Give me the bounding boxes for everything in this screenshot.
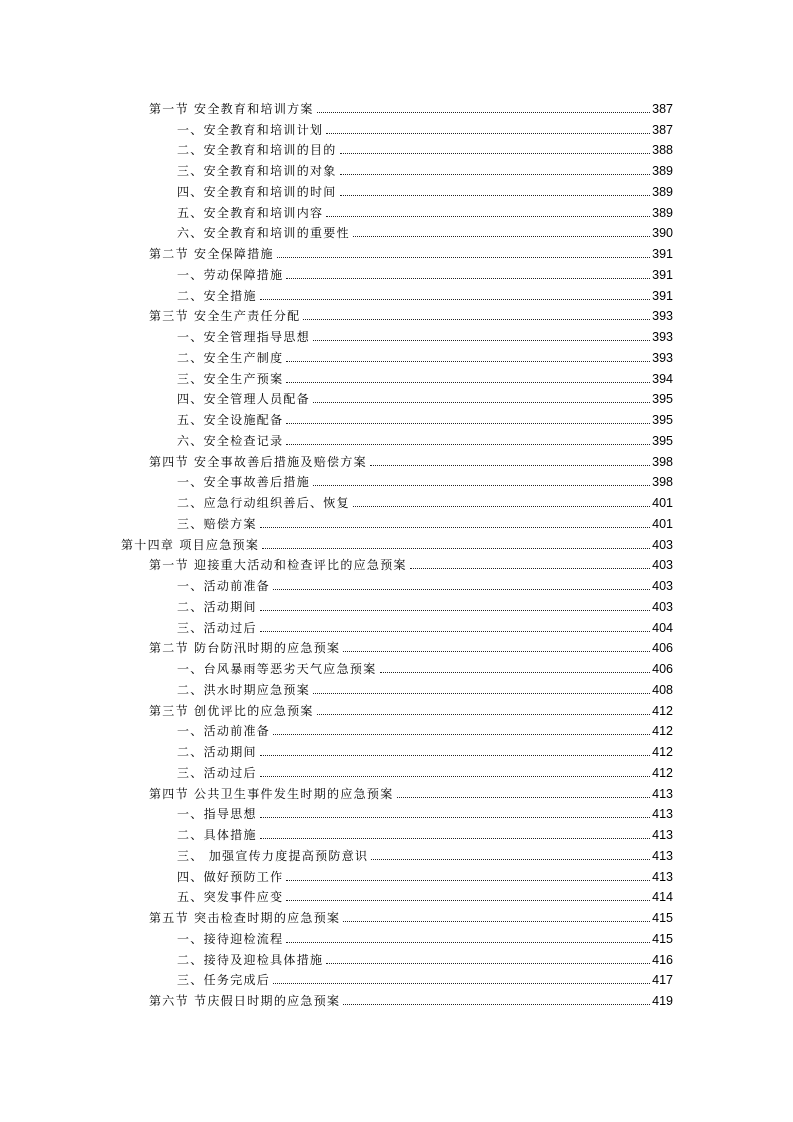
toc-entry-title: 二、应急行动组织善后、恢复 <box>177 496 350 510</box>
toc-subsection-entry[interactable] <box>0 739 673 760</box>
toc-page-number: 401 <box>652 516 673 531</box>
dot-leader <box>277 257 650 258</box>
dot-leader <box>317 714 650 715</box>
toc-page-number: 391 <box>652 247 673 261</box>
toc-page-number: 416 <box>652 952 673 967</box>
toc-entry-title: 第一节 安全教育和培训方案 <box>149 101 314 116</box>
toc-page-number: 412 <box>652 765 673 780</box>
dot-leader <box>313 693 650 694</box>
toc-entry-title: 第四节 安全事故善后措施及赔偿方案 <box>149 454 367 469</box>
toc-entry-title: 第三节 创优评比的应急预案 <box>149 703 314 718</box>
toc-subsection-entry[interactable] <box>0 885 673 906</box>
toc-entry-title: 第二节 防台防汛时期的应急预案 <box>149 641 341 656</box>
toc-entry-title: 三、安全教育和培训的对象 <box>177 164 337 178</box>
toc-entry-title: 二、安全教育和培训的目的 <box>177 143 337 158</box>
toc-page-number: 419 <box>652 994 673 1008</box>
toc-subsection-entry[interactable] <box>0 760 673 781</box>
toc-page-number: 413 <box>652 848 673 863</box>
toc-entry-title: 四、安全教育和培训的时间 <box>177 184 337 199</box>
toc-page-number: 389 <box>652 205 673 220</box>
toc-page-number: 412 <box>652 724 673 739</box>
dot-leader <box>260 755 650 756</box>
dot-leader <box>260 817 650 818</box>
toc-subsection-entry[interactable] <box>0 470 673 491</box>
toc-page-number: 403 <box>652 599 673 614</box>
dot-leader <box>286 382 650 383</box>
toc-page-number: 391 <box>652 288 673 303</box>
toc-subsection-entry[interactable] <box>0 283 673 304</box>
dot-leader <box>353 236 650 237</box>
toc-subsection-entry[interactable] <box>0 345 673 366</box>
toc-page-number: 389 <box>652 184 673 199</box>
toc-entry-title: 五、突发事件应变 <box>177 890 284 905</box>
dot-leader <box>286 880 650 881</box>
dot-leader <box>343 651 650 652</box>
toc-subsection-entry[interactable] <box>0 615 673 636</box>
toc-subsection-entry[interactable] <box>0 117 673 138</box>
dot-leader <box>326 963 650 964</box>
toc-entry-title: 四、安全管理人员配备 <box>177 392 311 407</box>
toc-entry-title: 二、活动期间 <box>177 745 257 759</box>
toc-section-entry[interactable] <box>0 449 673 470</box>
toc-entry-title: 二、具体措施 <box>177 828 257 842</box>
dot-leader <box>370 465 650 466</box>
dot-leader <box>340 174 651 175</box>
toc-subsection-entry[interactable] <box>0 366 673 387</box>
toc-subsection-entry[interactable] <box>0 968 673 989</box>
toc-page-number: 413 <box>652 807 673 822</box>
toc-entry-title: 六、安全检查记录 <box>177 433 284 448</box>
toc-entry-title: 二、安全生产制度 <box>177 350 284 365</box>
toc-subsection-entry[interactable] <box>0 428 673 449</box>
dot-leader <box>380 672 651 673</box>
toc-page-number: 415 <box>652 911 673 925</box>
toc-subsection-entry[interactable] <box>0 511 673 532</box>
toc-page-number: 393 <box>652 330 673 344</box>
toc-subsection-entry[interactable] <box>0 221 673 242</box>
toc-entry-title: 第五节 突击检查时期的应急预案 <box>149 911 341 925</box>
toc-subsection-entry[interactable] <box>0 656 673 677</box>
toc-subsection-entry[interactable] <box>0 926 673 947</box>
toc-page-number: 387 <box>652 101 673 116</box>
dot-leader <box>340 153 651 154</box>
toc-entry-title: 第三节 安全生产责任分配 <box>149 309 301 324</box>
toc-page-number: 413 <box>652 786 673 801</box>
toc-entry-title: 一、安全教育和培训计划 <box>177 122 324 137</box>
toc-page-number: 403 <box>652 558 673 573</box>
toc-subsection-entry[interactable] <box>0 324 673 345</box>
dot-leader <box>286 361 650 362</box>
toc-subsection-entry[interactable] <box>0 843 673 864</box>
toc-entry-title: 一、活动前准备 <box>177 724 271 739</box>
toc-section-entry[interactable] <box>0 988 673 1009</box>
toc-page-number: 393 <box>652 350 673 365</box>
toc-entry-title: 三、活动过后 <box>177 765 257 780</box>
toc-subsection-entry[interactable] <box>0 158 673 179</box>
toc-subsection-entry[interactable] <box>0 864 673 885</box>
toc-entry-title: 第二节 安全保障措施 <box>149 247 274 261</box>
toc-section-entry[interactable] <box>0 241 673 262</box>
toc-page-number: 412 <box>652 703 673 718</box>
toc-page-number: 417 <box>652 973 673 988</box>
toc-subsection-entry[interactable] <box>0 262 673 283</box>
dot-leader <box>303 319 650 320</box>
toc-section-entry[interactable] <box>0 304 673 325</box>
toc-entry-title: 五、安全教育和培训内容 <box>177 205 324 220</box>
toc-section-entry[interactable] <box>0 698 673 719</box>
toc-entry-title: 一、安全事故善后措施 <box>177 475 311 490</box>
toc-page-number: 414 <box>652 890 673 905</box>
toc-entry-title: 一、台风暴雨等恶劣天气应急预案 <box>177 662 377 676</box>
toc-entry-title: 一、活动前准备 <box>177 579 271 593</box>
dot-leader <box>326 133 650 134</box>
toc-entry-title: 二、安全措施 <box>177 288 257 303</box>
toc-page-number: 395 <box>652 413 673 427</box>
dot-leader <box>260 527 650 528</box>
dot-leader <box>260 776 650 777</box>
toc-page-number: 413 <box>652 828 673 842</box>
toc-section-entry[interactable] <box>0 96 673 117</box>
toc-page-number: 398 <box>652 454 673 469</box>
toc-entry-title: 一、劳动保障措施 <box>177 267 284 282</box>
toc-subsection-entry[interactable] <box>0 138 673 159</box>
toc-page-number: 406 <box>652 641 673 656</box>
dot-leader <box>353 506 650 507</box>
toc-entry-title: 第十四章 项目应急预案 <box>121 537 260 552</box>
toc-entry-title: 三、任务完成后 <box>177 973 271 988</box>
dot-leader <box>286 423 650 424</box>
dot-leader <box>286 942 650 943</box>
dot-leader <box>286 444 650 445</box>
toc-entry-title: 五、安全设施配备 <box>177 413 284 427</box>
toc-subsection-entry[interactable] <box>0 200 673 221</box>
toc-subsection-entry[interactable] <box>0 947 673 968</box>
toc-page-number: 415 <box>652 931 673 946</box>
dot-leader <box>286 278 650 279</box>
toc-page-number: 395 <box>652 392 673 407</box>
dot-leader <box>313 340 650 341</box>
toc-page-number: 404 <box>652 620 673 635</box>
toc-page-number: 403 <box>652 579 673 593</box>
toc-page-number: 398 <box>652 475 673 490</box>
toc-subsection-entry[interactable] <box>0 179 673 200</box>
dot-leader <box>410 568 650 569</box>
toc-entry-title: 三、活动过后 <box>177 620 257 635</box>
toc-subsection-entry[interactable] <box>0 594 673 615</box>
dot-leader <box>260 299 650 300</box>
toc-entry-title: 二、洪水时期应急预案 <box>177 682 311 697</box>
dot-leader <box>273 983 650 984</box>
dot-leader <box>313 402 650 403</box>
toc-page-number: 401 <box>652 496 673 510</box>
toc-section-entry[interactable] <box>0 553 673 574</box>
toc-page-number: 387 <box>652 122 673 137</box>
dot-leader <box>262 548 650 549</box>
dot-leader <box>340 195 651 196</box>
toc-entry-title: 第一节 迎接重大活动和检查评比的应急预案 <box>149 558 407 573</box>
dot-leader <box>273 589 650 590</box>
toc-entry-title: 三、 加强宣传力度提高预防意识 <box>177 848 369 863</box>
toc-page-number: 391 <box>652 267 673 282</box>
toc-entry-title: 第六节 节庆假日时期的应急预案 <box>149 994 341 1008</box>
dot-leader <box>343 1004 650 1005</box>
dot-leader <box>313 485 650 486</box>
toc-entry-title: 一、接待迎检流程 <box>177 931 284 946</box>
dot-leader <box>260 631 650 632</box>
toc-page-number: 390 <box>652 226 673 241</box>
toc-subsection-entry[interactable] <box>0 719 673 740</box>
toc-page-number: 406 <box>652 662 673 676</box>
toc-page-number: 395 <box>652 433 673 448</box>
toc-subsection-entry[interactable] <box>0 802 673 823</box>
toc-page-number: 394 <box>652 371 673 386</box>
toc-page-number: 403 <box>652 537 673 552</box>
toc-page-number: 393 <box>652 309 673 324</box>
toc-entry-title: 第四节 公共卫生事件发生时期的应急预案 <box>149 786 394 801</box>
toc-entry-title: 四、做好预防工作 <box>177 869 284 884</box>
toc-page-number: 388 <box>652 143 673 158</box>
table-of-contents <box>0 96 793 1009</box>
toc-entry-title: 二、接待及迎检具体措施 <box>177 952 324 967</box>
dot-leader <box>397 797 651 798</box>
toc-entry-title: 一、指导思想 <box>177 807 257 822</box>
dot-leader <box>260 610 650 611</box>
toc-entry-title: 三、安全生产预案 <box>177 371 284 386</box>
dot-leader <box>273 734 650 735</box>
toc-section-entry[interactable] <box>0 905 673 926</box>
dot-leader <box>286 900 650 901</box>
dot-leader <box>343 921 650 922</box>
toc-entry-title: 二、活动期间 <box>177 599 257 614</box>
dot-leader <box>260 838 650 839</box>
toc-page-number: 413 <box>652 869 673 884</box>
toc-entry-title: 三、赔偿方案 <box>177 516 257 531</box>
toc-section-entry[interactable] <box>0 636 673 657</box>
toc-subsection-entry[interactable] <box>0 387 673 408</box>
dot-leader <box>326 216 650 217</box>
toc-subsection-entry[interactable] <box>0 407 673 428</box>
toc-page-number: 408 <box>652 682 673 697</box>
toc-subsection-entry[interactable] <box>0 490 673 511</box>
toc-subsection-entry[interactable] <box>0 573 673 594</box>
toc-section-entry[interactable] <box>0 781 673 802</box>
toc-page-number: 412 <box>652 745 673 759</box>
toc-entry-title: 六、安全教育和培训的重要性 <box>177 226 350 241</box>
toc-subsection-entry[interactable] <box>0 822 673 843</box>
toc-page-number: 389 <box>652 164 673 178</box>
toc-chapter-entry[interactable] <box>0 532 673 553</box>
toc-entry-title: 一、安全管理指导思想 <box>177 330 311 344</box>
dot-leader <box>317 112 650 113</box>
dot-leader <box>371 859 650 860</box>
toc-subsection-entry[interactable] <box>0 677 673 698</box>
